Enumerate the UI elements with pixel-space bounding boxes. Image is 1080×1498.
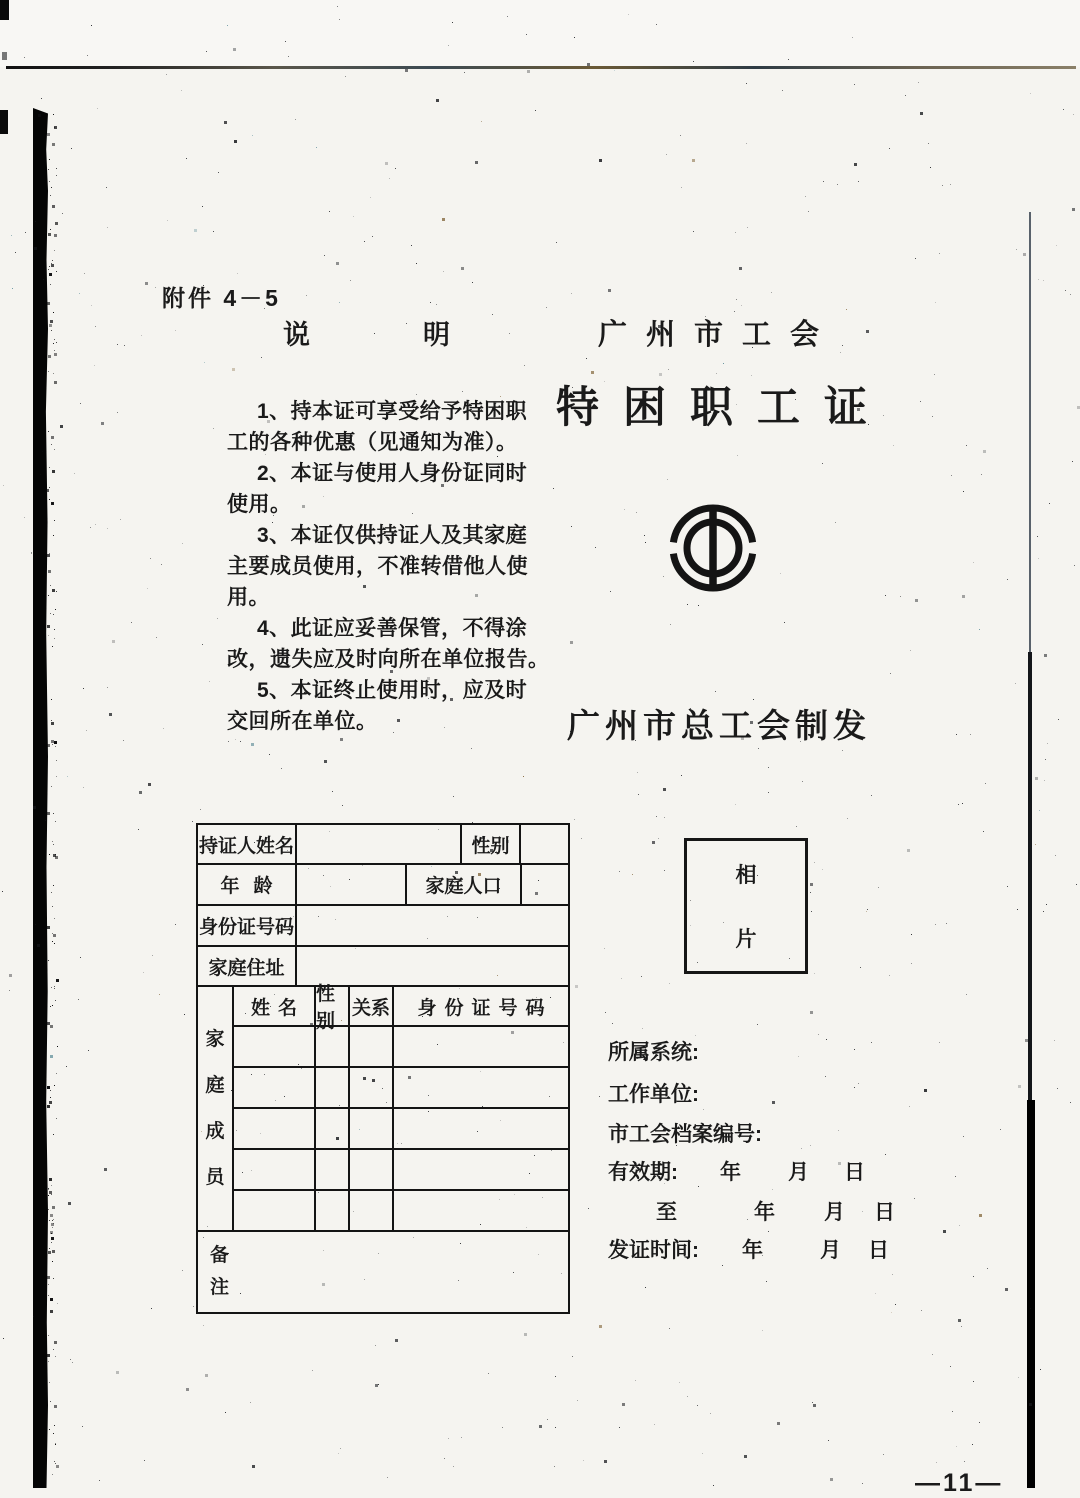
instruction-line: 使用。 [227,493,292,516]
scan-top-strip [0,0,1080,67]
field-holder-name-label: 持证人姓名 [198,835,294,857]
instruction-line: 2、本证与使用人身份证同时 [257,462,528,485]
to-label: 至 [656,1201,677,1224]
remarks-row [198,1230,568,1312]
member-row [234,1025,568,1066]
member-name-cell [234,1027,314,1066]
page-number: —11— [915,1469,1004,1497]
field-gender-label: 性别 [460,825,519,863]
family-members-section [198,985,568,1230]
year-label: 年 [754,1201,775,1224]
member-col-relation: 关系 [348,987,392,1025]
member-id-cell [392,1109,568,1148]
instruction-line: 4、此证应妥善保管，不得涂 [257,617,528,640]
table-row [198,904,568,945]
archive-no-label: 市工会档案编号: [608,1123,762,1146]
scan-corner-mark [0,0,9,20]
instructions-title: 说明 [283,320,563,350]
member-relation-cell [348,1027,392,1066]
table-row [198,945,568,985]
issue-time-label: 发证时间: [608,1239,699,1262]
photo-label-bottom: 片 [735,928,757,951]
member-gender-cell [314,1150,348,1189]
scan-right-edge-line [1029,212,1031,654]
certificate-title: 特困职工证 [556,384,891,432]
member-relation-cell [348,1068,392,1107]
month-label: 月 [824,1201,845,1224]
instructions-text [227,396,550,737]
instruction-line: 改，遗失应及时向所在单位报告。 [227,648,550,671]
member-col-name: 姓名 [250,997,305,1019]
field-age-label: 年龄 [220,876,287,897]
remarks-label: 备注 [209,1245,229,1298]
member-name-cell [234,1109,314,1148]
member-name-cell [234,1150,314,1189]
instruction-line: 用。 [227,586,270,609]
table-row [198,825,568,863]
field-id-number-value [295,906,568,945]
scan-right-edge-line [1027,1100,1035,1488]
member-gender-cell [314,1191,348,1230]
family-members-label-cell [198,987,232,1230]
scan-corner-mark [0,110,8,134]
member-gender-cell [314,1027,348,1066]
day-label: 日 [874,1201,895,1224]
family-members-label: 家庭成员 [205,1028,225,1188]
member-id-cell [392,1191,568,1230]
table-row [198,863,568,904]
member-id-cell [392,1150,568,1189]
member-gender-cell [314,1109,348,1148]
member-relation-cell [348,1109,392,1148]
member-col-id: 身份证号码 [392,987,568,1025]
day-label: 日 [868,1239,889,1262]
field-holder-name-value [295,825,460,863]
member-header-row [234,984,568,1032]
trade-union-emblem-icon [667,501,759,595]
field-age-value [295,865,405,904]
family-members-grid [232,984,568,1230]
applicant-form-table [196,823,570,1314]
work-unit-label: 工作单位: [608,1083,699,1106]
member-row [234,1189,568,1230]
member-row [234,1107,568,1148]
member-row [234,1148,568,1189]
member-row [234,1066,568,1107]
scan-top-edge-line [6,66,1076,69]
instruction-line: 5、本证终止使用时，应及时 [257,679,528,702]
photo-label-top: 相 [735,864,757,887]
instruction-line: 交回所在单位。 [227,710,378,733]
field-id-number-label: 身份证号码 [198,917,294,938]
issue-time-line [608,1234,908,1260]
scan-corner-mark [2,52,7,60]
year-label: 年 [720,1161,741,1184]
member-id-cell [392,1027,568,1066]
year-label: 年 [742,1239,763,1262]
instruction-line: 1、持本证可享受给予特困职 [257,400,528,423]
field-family-count-label: 家庭人口 [405,865,520,904]
issuer-name: 广州市总工会制发 [567,707,871,744]
system-label: 所属系统: [608,1041,699,1064]
field-family-count-value [520,865,568,904]
member-relation-cell [348,1191,392,1230]
instruction-line: 工的各种优惠（见通知为准）。 [227,431,518,454]
member-name-cell [234,1068,314,1107]
scan-right-edge-line [1028,652,1032,1104]
field-address-label: 家庭住址 [208,957,285,979]
month-label: 月 [820,1239,841,1262]
validity-to-line [608,1196,908,1222]
scan-binding-edge-bar [33,108,48,1488]
member-id-cell [392,1068,568,1107]
organization-name: 广州市工会 [598,319,839,351]
remarks-label-cell [198,1232,241,1312]
remarks-value [241,1232,568,1312]
validity-label: 有效期: [608,1161,678,1184]
member-relation-cell [348,1150,392,1189]
validity-line [608,1156,908,1182]
member-name-cell [234,1191,314,1230]
field-gender-value [519,825,568,863]
instruction-line: 主要成员使用，不准转借他人使 [227,555,528,578]
attachment-label: 附件 4－5 [162,285,281,311]
member-col-gender: 性别 [314,987,348,1025]
month-label: 月 [788,1161,809,1184]
instruction-line: 3、本证仅供持证人及其家庭 [257,524,528,547]
member-gender-cell [314,1068,348,1107]
day-label: 日 [844,1161,865,1184]
photo-box [684,838,808,974]
